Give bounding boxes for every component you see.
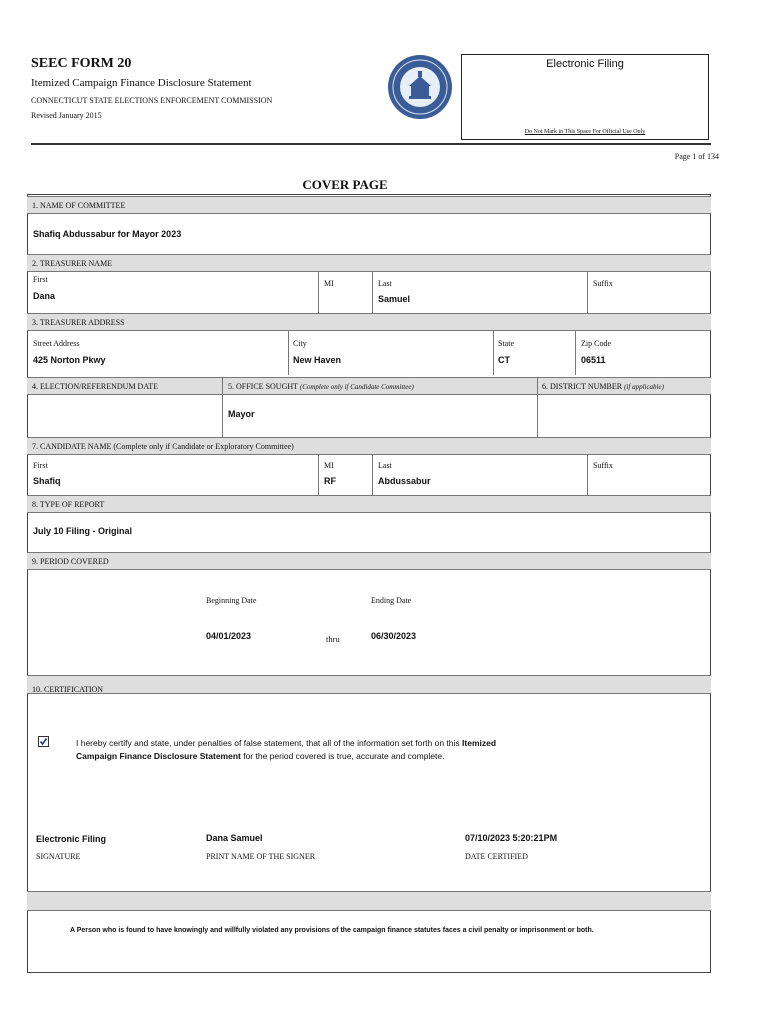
- zip-label: Zip Code: [581, 339, 611, 348]
- election-office-band: [27, 377, 711, 395]
- date-certified: 07/10/2023 5:20:21PM: [465, 833, 558, 843]
- election-date-label: 4. ELECTION/REFERENDUM DATE: [32, 382, 158, 391]
- treasurer-section-label: 2. TREASURER NAME: [27, 254, 711, 272]
- cover-page-title: COVER PAGE: [302, 177, 388, 192]
- street-label: Street Address: [33, 339, 80, 348]
- date-certified-label: DATE CERTIFIED: [465, 852, 528, 861]
- official-use-box: [461, 54, 709, 140]
- ending-date-label: Ending Date: [371, 596, 412, 605]
- report-type: July 10 Filing - Original: [33, 526, 133, 536]
- state: CT: [498, 355, 510, 365]
- state-seal-icon: [387, 54, 453, 120]
- page-number: Page 1 of 134: [674, 152, 719, 161]
- filing-box-title: Electronic Filing: [546, 58, 624, 70]
- candidate-mi: RF: [324, 476, 336, 486]
- footer-band: [27, 891, 711, 911]
- candidate-first-label: First: [33, 461, 48, 470]
- certification-section-label: 10. CERTIFICATION: [27, 675, 711, 694]
- header-divider: [31, 143, 711, 145]
- candidate-first-name: Shafiq: [33, 476, 61, 486]
- ending-date: 06/30/2023: [371, 631, 417, 641]
- signer-name: Dana Samuel: [206, 833, 263, 843]
- candidate-last-label: Last: [378, 461, 392, 470]
- revision-date: Revised January 2015: [31, 111, 102, 120]
- candidate-section-label: 7. CANDIDATE NAME (Complete only if Candidate or Exploratory Committee): [27, 437, 711, 455]
- office-sought: Mayor: [228, 409, 255, 419]
- state-label: State: [498, 339, 514, 348]
- address-section-label: 3. TREASURER ADDRESS: [27, 313, 711, 331]
- beginning-date: 04/01/2023: [206, 631, 252, 641]
- signature-label: SIGNATURE: [36, 852, 81, 861]
- city-label: City: [293, 339, 307, 348]
- form-frame: [27, 194, 711, 973]
- street-address: 425 Norton Pkwy: [33, 355, 106, 365]
- agency-name: CONNECTICUT STATE ELECTIONS ENFORCEMENT COMMISSION: [31, 96, 273, 105]
- penalty-warning: A Person who is found to have knowingly and willfully violated any provisions of the campaign finance statutes faces a civil penalty or imprisonment or both.: [70, 927, 594, 934]
- checkmark-icon: [39, 737, 48, 746]
- treasurer-last-label: Last: [378, 279, 392, 288]
- office-sought-label: 5. OFFICE SOUGHT (Complete only if Candidate Committee): [228, 382, 414, 391]
- signature-value: Electronic Filing: [36, 834, 107, 844]
- treasurer-first-name: Dana: [33, 291, 56, 301]
- candidate-mi-label: MI: [324, 461, 334, 470]
- report-type-section-label: 8. TYPE OF REPORT: [27, 495, 711, 513]
- treasurer-mi-label: MI: [324, 279, 334, 288]
- form-title: SEEC FORM 20: [31, 56, 132, 71]
- city: New Haven: [293, 355, 342, 365]
- treasurer-suffix-label: Suffix: [593, 279, 613, 288]
- candidate-suffix-label: Suffix: [593, 461, 613, 470]
- period-section-label: 9. PERIOD COVERED: [27, 552, 711, 570]
- treasurer-first-label: First: [33, 275, 48, 284]
- zip-code: 06511: [581, 355, 606, 365]
- committee-section-label: 1. NAME OF COMMITTEE: [27, 196, 711, 214]
- beginning-date-label: Beginning Date: [206, 596, 257, 605]
- thru-text: thru: [326, 634, 340, 644]
- signer-label: PRINT NAME OF THE SIGNER: [206, 852, 316, 861]
- certification-checkbox[interactable]: [38, 736, 49, 747]
- district-number-label: 6. DISTRICT NUMBER (if applicable): [542, 382, 664, 391]
- treasurer-last-name: Samuel: [378, 294, 411, 304]
- candidate-last-name: Abdussabur: [378, 476, 431, 486]
- certification-statement: I hereby certify and state, under penalties of false statement, that all of the information set forth on this Itemized Campaign Finance Disclosure Statement for the period covered is true, accurate and complete.: [76, 738, 497, 761]
- form-subtitle: Itemized Campaign Finance Disclosure Statement: [31, 77, 252, 89]
- filing-box-note: Do Not Mark in This Space For Official Use Only: [524, 129, 646, 135]
- committee-name: Shafiq Abdussabur for Mayor 2023: [33, 229, 182, 239]
